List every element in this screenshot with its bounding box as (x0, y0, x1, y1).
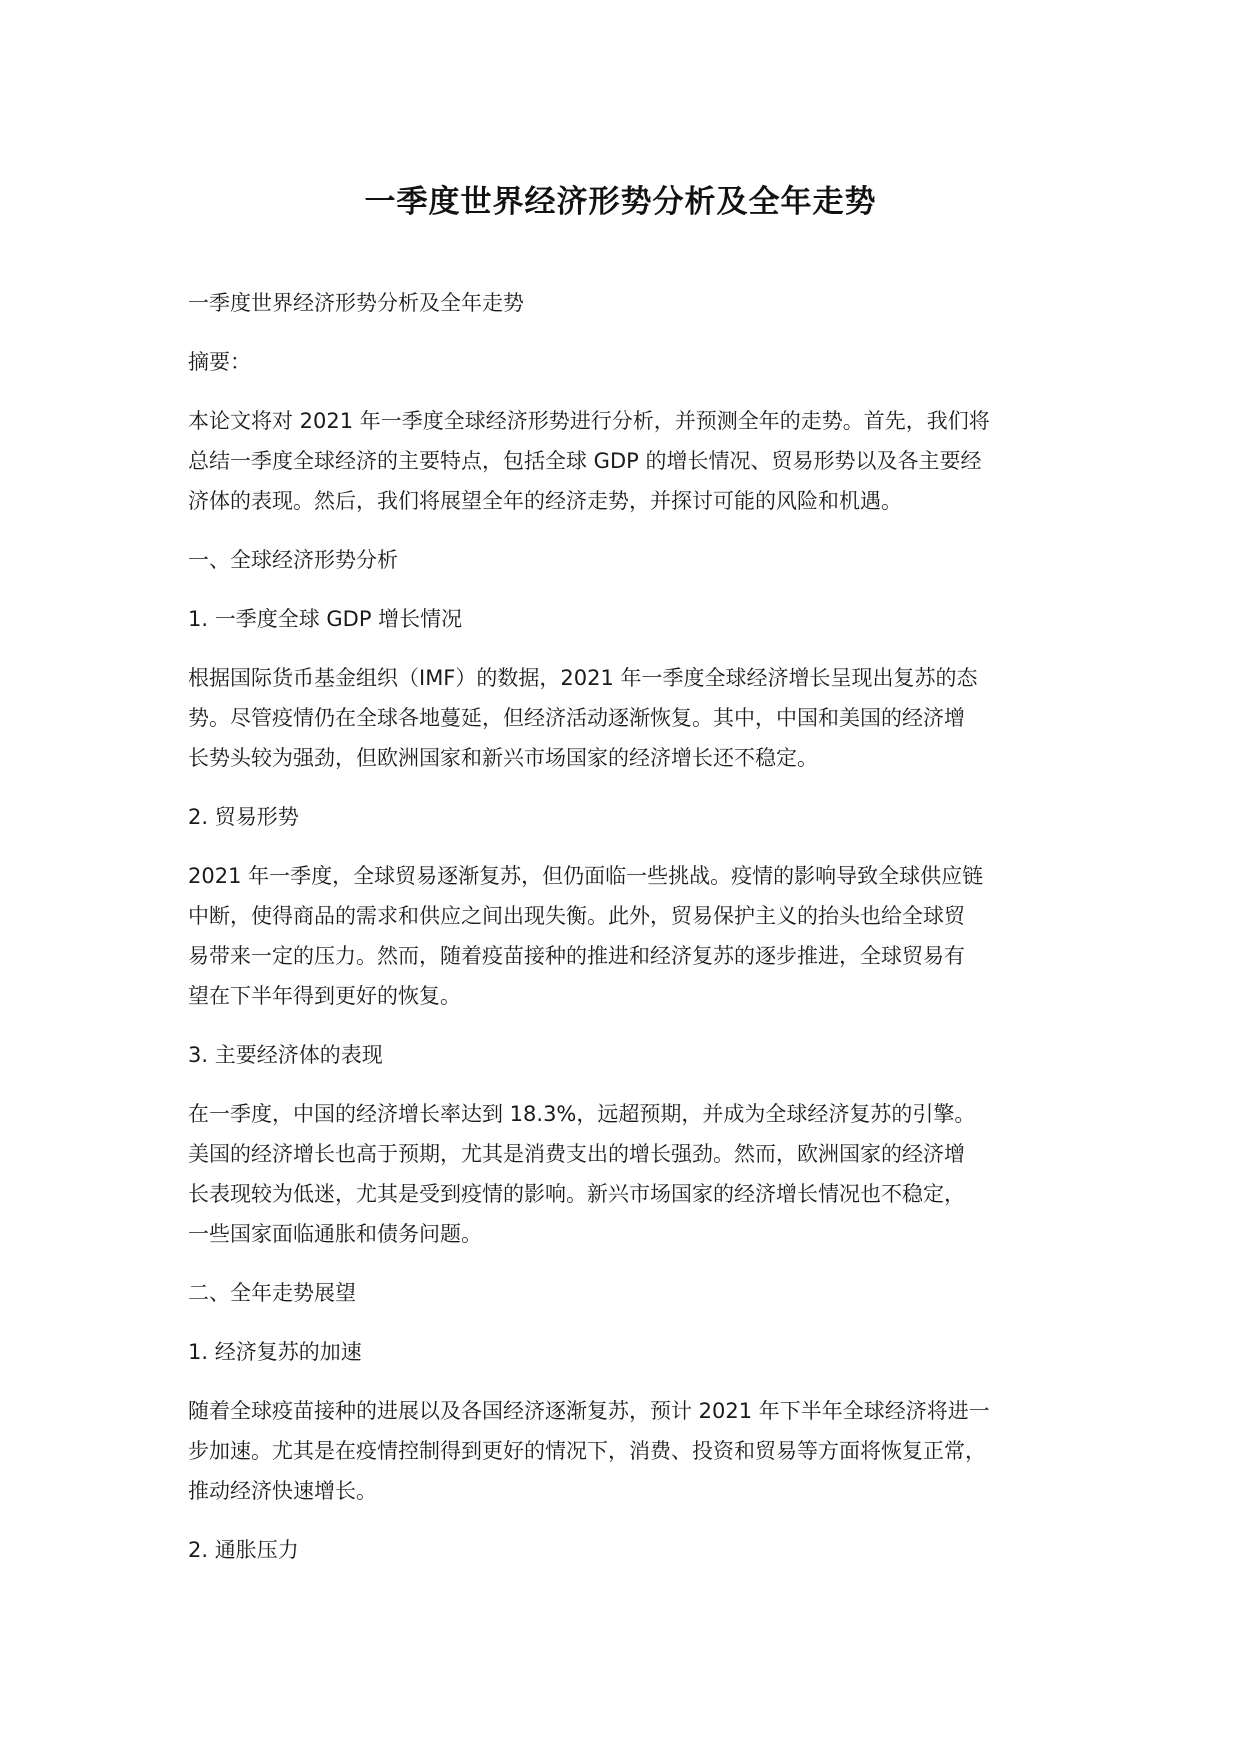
abstract-line: 本论文将对 2021 年一季度全球经济形势进行分析，并预测全年的走势。首先，我们将 (188, 409, 990, 433)
paragraph-line: 在一季度，中国的经济增长率达到 18.3%，远超预期，并成为全球经济复苏的引擎。 (188, 1102, 976, 1126)
paragraph-line: 美国的经济增长也高于预期，尤其是消费支出的增长强劲。然而，欧洲国家的经济增 (188, 1142, 965, 1166)
paragraph-line: 势。尽管疫情仍在全球各地蔓延，但经济活动逐渐恢复。其中，中国和美国的经济增 (188, 706, 965, 730)
section-1-1-paragraph (188, 658, 1088, 778)
section-1-heading: 一、全球经济形势分析 (188, 548, 398, 572)
section-2-2-heading: 2. 通胀压力 (188, 1538, 299, 1562)
paragraph-line: 随着全球疫苗接种的进展以及各国经济逐渐复苏，预计 2021 年下半年全球经济将进一 (188, 1399, 990, 1423)
paragraph-line: 步加速。尤其是在疫情控制得到更好的情况下，消费、投资和贸易等方面将恢复正常， (188, 1439, 986, 1463)
section-1-2-heading: 2. 贸易形势 (188, 805, 299, 829)
section-1-2-paragraph (188, 856, 1088, 1016)
abstract-label: 摘要： (188, 350, 251, 374)
document-body (188, 283, 1088, 1570)
paragraph-line: 根据国际货币基金组织（IMF）的数据，2021 年一季度全球经济增长呈现出复苏的态 (188, 666, 978, 690)
paragraph-line: 2021 年一季度，全球贸易逐渐复苏，但仍面临一些挑战。疫情的影响导致全球供应链 (188, 864, 984, 888)
document-title: 一季度世界经济形势分析及全年走势 (364, 184, 877, 220)
paragraph-line: 望在下半年得到更好的恢复。 (188, 984, 461, 1008)
section-2-1-paragraph (188, 1391, 1088, 1511)
section-1-3-paragraph (188, 1094, 1088, 1254)
abstract-line: 总结一季度全球经济的主要特点，包括全球 GDP 的增长情况、贸易形势以及各主要经 (188, 449, 982, 473)
section-2-heading: 二、全年走势展望 (188, 1281, 356, 1305)
paragraph-line: 推动经济快速增长。 (188, 1479, 377, 1503)
document-subtitle: 一季度世界经济形势分析及全年走势 (188, 291, 524, 315)
paragraph-line: 中断，使得商品的需求和供应之间出现失衡。此外，贸易保护主义的抬头也给全球贸 (188, 904, 965, 928)
abstract-paragraph (188, 401, 1088, 521)
paragraph-line: 一些国家面临通胀和债务问题。 (188, 1222, 482, 1246)
paragraph-line: 长势头较为强劲，但欧洲国家和新兴市场国家的经济增长还不稳定。 (188, 746, 818, 770)
paragraph-line: 易带来一定的压力。然而，随着疫苗接种的推进和经济复苏的逐步推进，全球贸易有 (188, 944, 965, 968)
section-1-1-heading: 1. 一季度全球 GDP 增长情况 (188, 607, 463, 631)
paragraph-line: 长表现较为低迷，尤其是受到疫情的影响。新兴市场国家的经济增长情况也不稳定， (188, 1182, 965, 1206)
section-2-1-heading: 1. 经济复苏的加速 (188, 1340, 362, 1364)
abstract-line: 济体的表现。然后，我们将展望全年的经济走势，并探讨可能的风险和机遇。 (188, 489, 902, 513)
section-1-3-heading: 3. 主要经济体的表现 (188, 1043, 383, 1067)
